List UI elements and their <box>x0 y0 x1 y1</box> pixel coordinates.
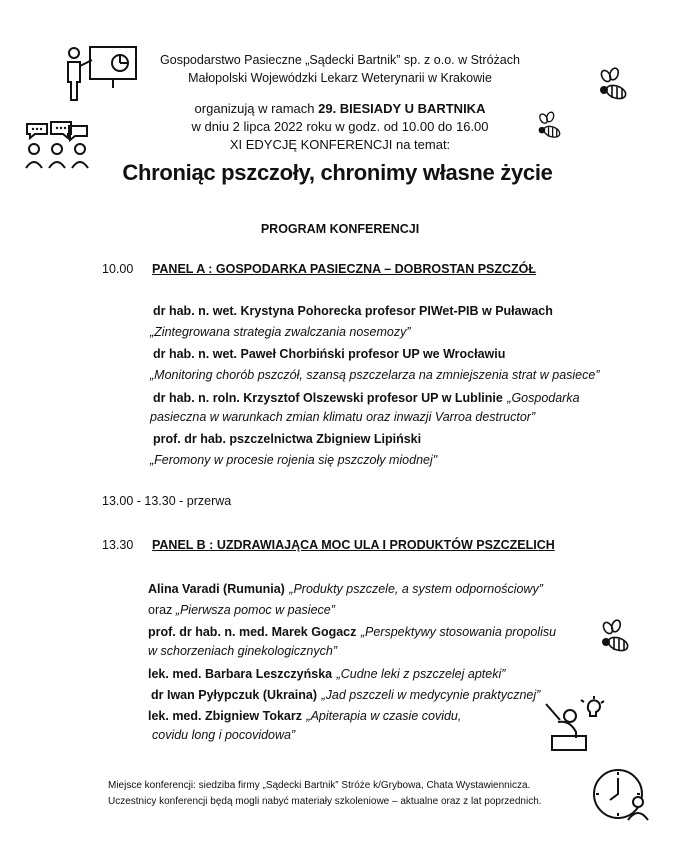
org-line-2: Małopolski Wojewódzki Lekarz Weterynarii w Krakowie <box>188 71 492 85</box>
panel-b-talk-2b: w schorzeniach ginekologicznych” <box>148 644 337 658</box>
panel-b-talk-1b: „Pierwsza pomoc w pasiece” <box>175 603 335 617</box>
panel-b-speaker-3: lek. med. Barbara Leszczyńska <box>148 667 333 681</box>
event-name: 29. BIESIADY U BARTNIKA <box>318 101 486 116</box>
panel-a-speaker-1: dr hab. n. wet. Krystyna Pohorecka profesor PIWet-PIB w Puławach <box>153 304 553 318</box>
organize-prefix: organizują w ramach <box>194 101 319 116</box>
panel-b-speaker-5: lek. med. Zbigniew Tokarz <box>148 709 302 723</box>
panel-a-speaker-4: prof. dr hab. pszczelnictwa Zbigniew Lipiński <box>153 432 422 446</box>
panel-b-entry-5 <box>148 707 461 725</box>
presenter-icon <box>62 44 142 104</box>
panel-b-time: 13.30 <box>102 538 134 552</box>
panel-b-talk-4: „Jad pszczeli w medycynie praktycznej” <box>321 688 541 702</box>
page-title: Chroniąc pszczoły, chronimy własne życie <box>122 160 553 185</box>
footer-line-1: Miejsce konferencji: siedziba firmy „Sądecki Bartnik” Stróże k/Grybowa, Chata Wystawiennicza. <box>108 780 531 791</box>
panel-b-speaker-2: prof. dr hab. n. med. Marek Gogacz <box>148 625 357 639</box>
program-title: PROGRAM KONFERENCJI <box>260 222 420 236</box>
teacher-idea-icon <box>544 700 604 752</box>
panel-a-talk-3a: „Gospodarka <box>507 391 580 405</box>
bee-icon <box>600 620 634 654</box>
footer-line-2: Uczestnicy konferencji będą mogli nabyć materiały szkoleniowe – aktualne oraz z lat poprzednich. <box>108 796 542 807</box>
panel-b-entry-1 <box>148 580 543 598</box>
panel-b-entry-3 <box>148 665 505 683</box>
clock-person-icon <box>590 764 652 826</box>
break-line: 13.00 - 13.30 - przerwa <box>102 494 232 508</box>
panel-a-speaker-3: dr hab. n. roln. Krzysztof Olszewski profesor UP w Lublinie <box>153 391 503 405</box>
panel-b-talk-2a: „Perspektywy stosowania propolisu <box>360 625 557 639</box>
panel-a-talk-4: „Feromony w procesie rojenia się pszczoły miodnej" <box>150 453 438 467</box>
panel-a-title: PANEL A : GOSPODARKA PASIECZNA – DOBROSTAN PSZCZÓŁ <box>152 262 537 276</box>
panel-b-entry-2 <box>148 623 556 641</box>
panel-a-talk-3b: pasieczna w warunkach zmian klimatu oraz inwazji Varroa destructor” <box>150 410 536 424</box>
panel-b-talk-1b-prefix: oraz <box>148 603 176 617</box>
panel-b-talk-3: „Cudne leki z pszczelej apteki” <box>336 667 506 681</box>
organize-line <box>150 100 530 117</box>
panel-b-talk-5b: covidu long i pocovidowa” <box>152 728 296 742</box>
panel-b-speaker-1: Alina Varadi (Rumunia) <box>148 582 285 596</box>
bee-icon <box>598 68 632 102</box>
bee-icon <box>536 112 566 140</box>
panel-a-entry-3 <box>153 389 580 407</box>
panel-a-time: 10.00 <box>102 262 134 276</box>
panel-a-talk-2: „Monitoring chorób pszczół, szansą pszczelarza na zmniejszenia strat w pasiece” <box>150 368 600 382</box>
panel-b-speaker-4: dr Iwan Pyłypczuk (Ukraina) <box>151 688 318 702</box>
panel-b-title: PANEL B : UZDRAWIAJĄCA MOC ULA I PRODUKTÓW PSZCZELICH <box>152 538 555 552</box>
panel-a-talk-1: „Zintegrowana strategia zwalczania nosemozy” <box>150 325 411 339</box>
panel-b-entry-4 <box>151 686 540 704</box>
panel-b-entry-1b <box>148 601 335 619</box>
org-line-1: Gospodarstwo Pasieczne „Sądecki Bartnik” sp. z o.o. w Stróżach <box>160 53 520 67</box>
panel-b-talk-5a: „Apiterapia w czasie covidu, <box>306 709 462 723</box>
panel-a-speaker-2: dr hab. n. wet. Paweł Chorbiński profesor UP we Wrocławiu <box>153 347 506 361</box>
date-line: w dniu 2 lipca 2022 roku w godz. od 10.00 do 16.00 <box>191 119 489 134</box>
panel-b-talk-1: „Produkty pszczele, a system odpornościowy” <box>289 582 543 596</box>
edition-line: XI EDYCJĘ KONFERENCJI na temat: <box>229 137 451 152</box>
